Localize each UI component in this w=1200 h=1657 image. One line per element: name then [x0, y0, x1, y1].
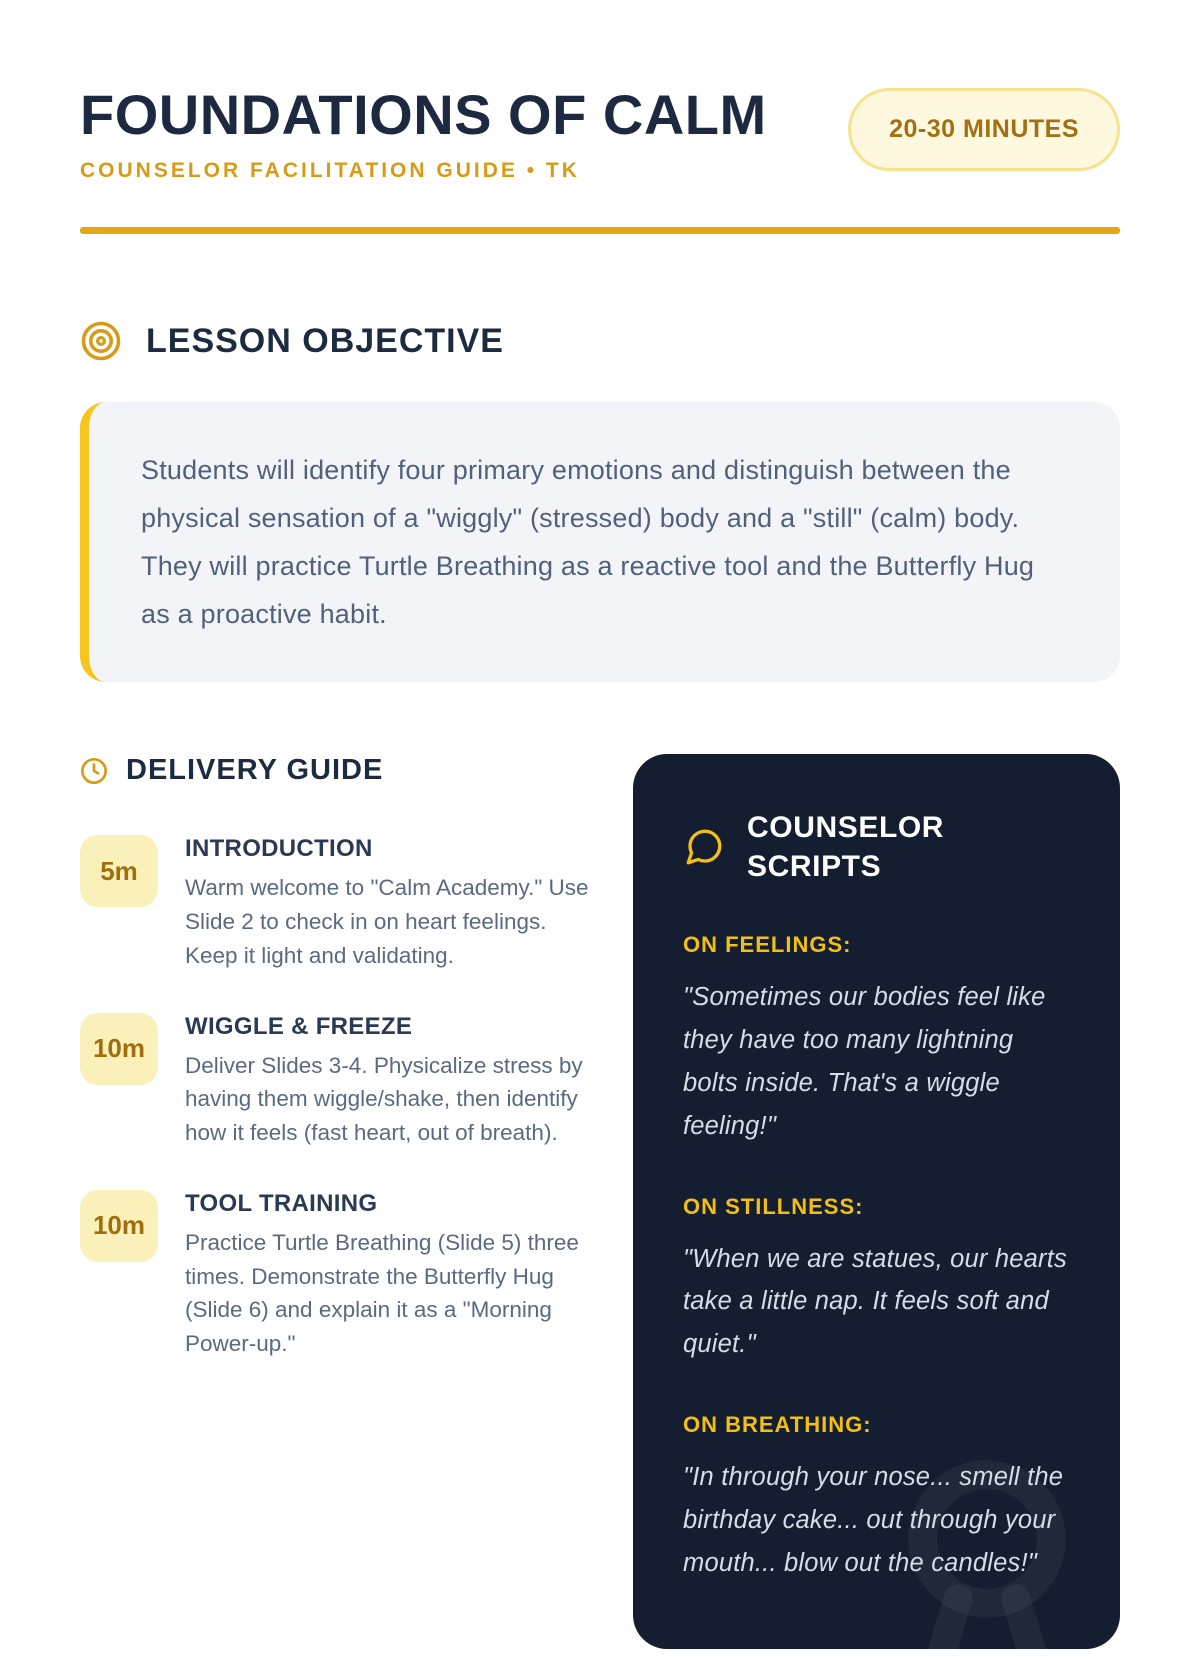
divider-rule	[80, 227, 1120, 234]
time-badge-label: 10m	[92, 1033, 146, 1064]
delivery-item-description: Warm welcome to "Calm Academy." Use Slide 2 to check in on heart feelings. Keep it light and validating.	[185, 875, 589, 968]
lesson-objective-section	[80, 320, 1120, 682]
script-label: ON STILLNESS:	[683, 1193, 864, 1219]
counselor-scripts-card	[633, 754, 1120, 1648]
page-title: FOUNDATIONS OF CALM	[80, 83, 767, 146]
delivery-heading: DELIVERY GUIDE	[126, 754, 384, 787]
objective-text: Students will identify four primary emotions and distinguish between the physical sensation of a "wiggly" (stressed) body and a "still" (calm) body. They will practice Turtle Breathing as a reactive tool and the Butterfly Hug as a proactive habit.	[141, 455, 1035, 630]
delivery-item-title: TOOL TRAINING	[185, 1189, 378, 1217]
script-label: ON FEELINGS:	[683, 932, 852, 958]
script-quote: "In through your nose... smell the birthday cake... out through your mouth... blow out the candles!"	[683, 1463, 1064, 1577]
time-badge-label: 10m	[92, 1210, 146, 1241]
script-quote: "When we are statues, our hearts take a little nap. It feels soft and quiet."	[683, 1244, 1067, 1359]
delivery-item-description: Practice Turtle Breathing (Slide 5) three times. Demonstrate the Butterfly Hug (Slide 6) and explain it as a "Morning Power-up."	[185, 1229, 579, 1357]
delivery-item-body	[185, 835, 593, 972]
objective-heading-row	[80, 320, 1120, 362]
delivery-item-description: Deliver Slides 3-4. Physicalize stress by having them wiggle/shake, then identify how it feels (fast heart, out of breath).	[185, 1052, 583, 1146]
delivery-item-title: INTRODUCTION	[185, 835, 373, 863]
time-badge	[80, 1013, 158, 1085]
time-badge	[80, 835, 158, 907]
objective-heading: LESSON OBJECTIVE	[146, 321, 504, 360]
time-badge-label: 5m	[100, 855, 138, 886]
time-badge	[80, 1190, 158, 1262]
objective-callout	[80, 402, 1120, 682]
clock-icon	[80, 757, 108, 785]
target-icon	[80, 320, 122, 362]
delivery-heading-row	[80, 754, 633, 787]
duration-badge-label: 20-30 MINUTES	[889, 115, 1079, 143]
header	[80, 83, 1120, 183]
header-titles	[80, 83, 767, 183]
page-subtitle: COUNSELOR FACILITATION GUIDE • TK	[80, 159, 580, 183]
delivery-item-body	[185, 1190, 593, 1361]
delivery-guide-section	[80, 754, 633, 1361]
delivery-item-introduction	[80, 835, 593, 972]
scripts-card-title: COUNSELOR SCRIPTS	[747, 811, 945, 884]
delivery-item-title: WIGGLE & FREEZE	[185, 1012, 413, 1040]
script-quote: "Sometimes our bodies feel like they have too many lightning bolts inside. That's a wiggle feeling!"	[683, 983, 1046, 1140]
delivery-item-wiggle-freeze	[80, 1013, 593, 1150]
delivery-items	[80, 835, 633, 1361]
script-section-breathing	[683, 1412, 1074, 1584]
chat-bubble-icon	[683, 826, 725, 868]
duration-badge	[848, 88, 1120, 171]
script-section-feelings	[683, 932, 1074, 1147]
delivery-item-body	[185, 1013, 593, 1150]
script-section-stillness	[683, 1194, 1074, 1366]
script-label: ON BREATHING:	[683, 1412, 872, 1438]
scripts-card-header	[683, 808, 1074, 886]
content-columns	[80, 754, 1120, 1648]
delivery-item-tool-training	[80, 1190, 593, 1361]
